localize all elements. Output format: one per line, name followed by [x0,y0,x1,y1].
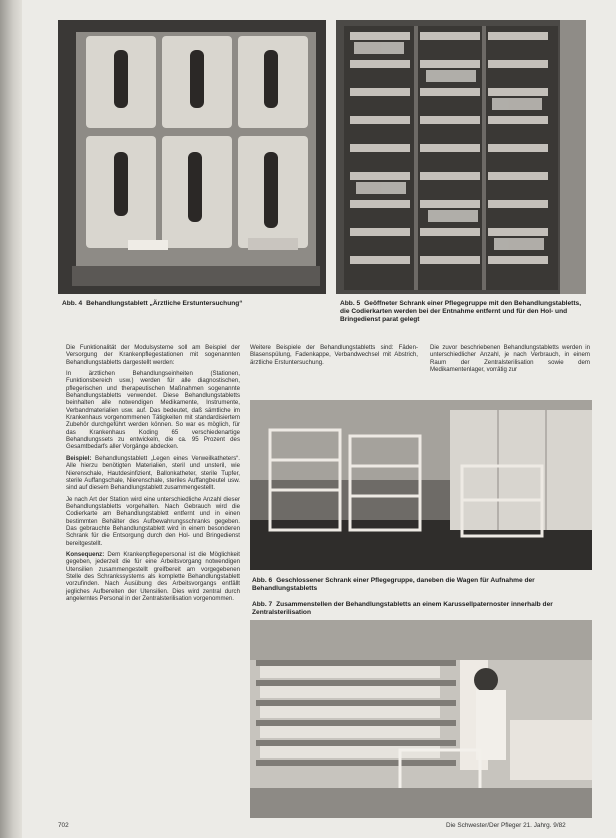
caption-fig7-number: Abb. 7 [252,601,273,608]
paragraph-text: Je nach Art der Station wird eine unterschiedliche Anzahl dieser Behandlungstabletts vorgehalten. Nach Gebrauch wird die Codierkarte am Behandlungstablett entfernt und in einen bestimmten Behälter des Aufbewahrungsschranks gegeben. Das gebrauchte Behandlungstablett wird in einem besonderen Schrank für die Entsorgung durch den Hol- und Bringedienst bereitgestellt. [66,495,240,547]
text-column-middle [250,344,418,370]
caption-fig5-number: Abb. 5 [340,300,361,307]
photo-fig4-treatment-tray [58,20,326,294]
caption-fig6 [252,577,592,593]
caption-fig6-number: Abb. 6 [252,577,273,584]
caption-fig4-number: Abb. 4 [62,300,83,307]
journal-footer: Die Schwester/Der Pfleger 21. Jahrg. 9/82 [446,822,566,829]
paragraph-text: In ärztlichen Behandlungseinheiten (Stationen, Funktionsbereich usw.) werden für alle diagnostischen, pflegerischen und therapeutischen Maßnahmen sogenannte Behandlungstabletts verwendet. Diese Behandlungstabletts beinhalten alle notwendigen Medikamente, Instrumente, Verbandmaterialien usw. auf. Das bedeutet, daß sämtliche im Krankenhaus vorgenommenen Tätigkeiten mit standardisiertem Zubehör durchgeführt werden können. So war es möglich, für das Krankenhaus Koding 65 verschiedenartige Behandlungssets zu entwickeln, die ca. 95 Prozent des Gesamtbedarfs aller Vorgänge abdecken. [66,370,240,451]
paragraph [66,496,240,547]
caption-fig5 [340,300,592,325]
paragraph-lead: Konsequenz: [66,550,105,558]
paragraph-text: Dem Krankenpflegepersonal ist die Möglichkeit gegeben, jederzeit die für eine Arbeitsvorgang notwendigen Utensilien zusammengestellt greifbereit am vorgegebenen Stelle des Schrankssystems als komplette Behandlungstablett vorzufinden. Nach Ausübung des Arbeitsvorgangs entfällt jegliches Aufbereiten der Utensilien. Dies wird zentral durch angelerntes Personal in der Zentralsterilisation vorgenommen. [66,550,240,602]
caption-fig7 [252,601,592,617]
paragraph-text: Weitere Beispiele der Behandlungstabletts sind: Fäden-Blasenspülung, Fadenkappe, Verbandwechsel mit Abstrich, ärztliche Erstuntersuchung. [250,344,418,366]
caption-fig4-text: Behandlungstablett „Ärztliche Erstuntersuchung“ [86,300,243,307]
paragraph-text: Die Funktionalität der Modulsysteme soll am Beispiel der Versorgung der Krankenpflegestationen mit sogenannten Behandlungstabletts dargestellt werden: [66,344,240,366]
photo-fig5-open-cabinet [336,20,586,294]
text-column-right [430,344,590,377]
caption-fig4 [62,300,328,308]
paragraph-text: Die zuvor beschriebenen Behandlungstabletts werden in unterschiedlicher Anzahl, je nach Verbrauch, in einem Raum der Zentralsterilisation sowie dem Medikamentenlager, vorrätig zur [430,344,590,374]
page-number: 702 [58,822,69,829]
paragraph-lead: Beispiel: [66,454,92,462]
paragraph-text: Behandlungstablett „Legen eines Verweilkatheters“. Alle hierzu benötigten Materialien, steril und unsteril, wie Nierenschale, Hautdesinfizient, Ballonkatheter, sterile Tupfer, sterile Auffangschale, Nierenschale, steriles Auffangbeutel usw. sind auf diesem Behandlungstablett zusammengestellt. [66,454,240,492]
caption-fig5-text: Geöffneter Schrank einer Pflegegruppe mit den Behandlungstabletts, die Codierkarten werden bei der Entnahme entfernt und für den Hol- und Bringedienst parat gelegt [340,300,582,324]
text-column-left [66,344,240,606]
page-spine-shadow [0,0,22,838]
photo-fig6-closed-cabinet-carts [250,400,592,570]
paragraph [66,370,240,451]
paragraph [66,344,240,366]
paragraph [66,551,240,602]
photo-fig7-central-sterilisation [250,620,592,818]
caption-fig7-text: Zusammenstellen der Behandlungstabletts an einem Karussellpaternoster innerhalb der Zentralsterilisation [252,601,553,617]
paragraph [66,455,240,492]
caption-fig6-text: Geschlossener Schrank einer Pflegegruppe, daneben die Wagen für Aufnahme der Behandlungstabletts [252,577,535,593]
